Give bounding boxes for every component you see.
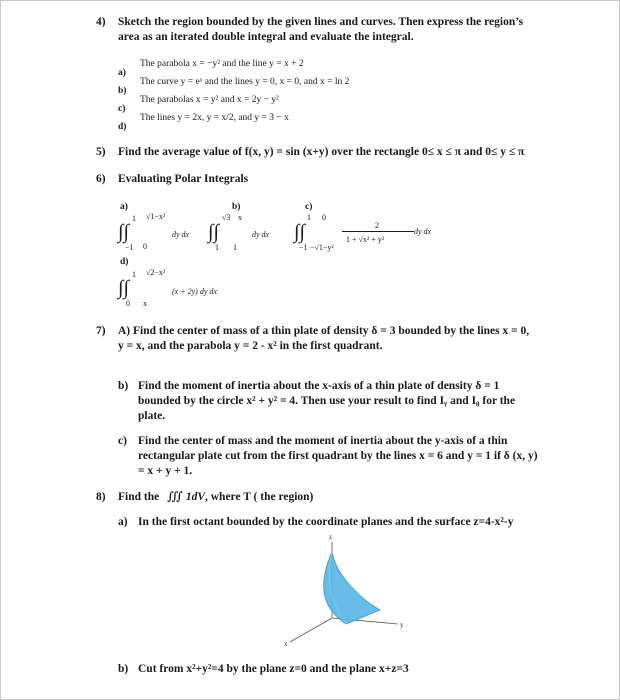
q4-text-line1: Sketch the region bounded by the given lines and curves. Then express the region’s: [118, 16, 524, 28]
q7c-line2: rectangular plate cut from the first quadrant by the lines x = 6 and y = 1 if δ (x, y): [138, 450, 538, 462]
q8-number: 8): [96, 491, 106, 503]
q5-text: Find the average value of f(x, y) = sin (x+y) over the rectangle 0≤ x ≤ π and 0≤ y ≤ π: [118, 146, 525, 158]
q6b-label: b): [232, 202, 241, 212]
q7-number: 7): [96, 325, 106, 337]
q6a-lower-inner: 0: [143, 242, 147, 251]
q8b-text: Cut from x²+y²=4 by the plane z=0 and the plane x+z=3: [138, 663, 409, 675]
q8a-label: a): [118, 516, 128, 528]
q6-text: Evaluating Polar Integrals: [118, 173, 249, 185]
q6d-lower-inner: x: [143, 299, 147, 308]
q6d-upper-outer: 1: [132, 270, 136, 279]
q6c-integral-signs: ∫∫: [294, 221, 305, 243]
q6d-integrand: (x + 2y) dy dx: [172, 287, 217, 296]
q6a-upper-outer: 1: [132, 214, 136, 223]
q4c-text: The parabolas x = y² and x = 2y − y²: [140, 95, 279, 105]
q4b-text: The curve y = eˣ and the lines y = 0, x = 0, and x = ln 2: [140, 77, 350, 87]
q4-number: 4): [96, 16, 106, 28]
y-axis-label: y: [400, 621, 404, 629]
q6b-integral-signs: ∫∫: [208, 221, 219, 243]
q8-triple-integral: ∭ 1dV: [167, 491, 206, 503]
q6a-differentials: dy dx: [172, 230, 190, 239]
q6c-denominator: 1 + √x² + y²: [346, 235, 385, 244]
q4a-text: The parabola x = −y² and the line y = x + 2: [140, 59, 304, 69]
q4c-label: c): [118, 104, 126, 114]
q6c-upper-outer: 1: [307, 213, 311, 222]
q7c-line1: Find the center of mass and the moment of inertia about the y-axis of a thin: [138, 435, 508, 447]
q6c-differentials: dy dx: [414, 227, 432, 236]
q6b-differentials: dy dx: [252, 230, 270, 239]
q4a-label: a): [118, 68, 126, 78]
q6b-upper-outer: √3: [222, 213, 231, 222]
q6a-label: a): [120, 202, 128, 212]
q7b-line3: plate.: [138, 410, 166, 422]
q8a-region-figure: [270, 530, 420, 650]
q6a-upper-inner: √1−x²: [146, 212, 166, 221]
q6c-lower-inner: −√1−y²: [310, 243, 334, 252]
q8-text-pre: Find the: [118, 491, 160, 503]
q7c-label: c): [118, 435, 127, 447]
x-axis-label: x: [284, 640, 288, 648]
q6a-integral-signs: ∫∫: [118, 221, 129, 243]
q6c-lower-outer: −1: [299, 243, 308, 252]
q6a-lower-outer: −1: [125, 243, 134, 252]
q7b-line1: Find the moment of inertia about the x-axis of a thin plate of density δ = 1: [138, 380, 500, 392]
q6d-upper-inner: √2−x²: [146, 268, 166, 277]
q4d-text: The lines y = 2x, y = x/2, and y = 3 − x: [140, 113, 289, 123]
q4d-label: d): [118, 122, 127, 132]
q5-number: 5): [96, 146, 106, 158]
q7b-label: b): [118, 380, 129, 392]
q6b-upper-inner: x: [238, 213, 242, 222]
q8a-text: In the first octant bounded by the coordinate planes and the surface z=4-x²-y: [138, 516, 514, 528]
q6d-label: d): [120, 257, 129, 267]
q6c-fraction-bar: [342, 231, 414, 232]
x-axis: [290, 618, 332, 642]
q6b-lower-inner: 1: [233, 243, 237, 252]
q6d-integral-signs: ∫∫: [118, 277, 129, 299]
q6-number: 6): [96, 173, 106, 185]
q6d-lower-outer: 0: [126, 299, 130, 308]
q7a-line2: y = x, and the parabola y = 2 - x² in the first quadrant.: [118, 340, 383, 352]
q8-text-post: , where T ( the region): [205, 491, 314, 503]
q6b-lower-outer: 1: [215, 243, 219, 252]
q6c-numerator: 2: [375, 221, 379, 230]
z-axis-label: z: [329, 533, 333, 541]
q6c-label: c): [305, 202, 313, 212]
q6c-upper-inner: 0: [322, 213, 326, 222]
q7a-line1: A) Find the center of mass of a thin plate of density δ = 3 bounded by the lines x = 0,: [118, 325, 530, 337]
q8b-label: b): [118, 663, 129, 675]
q4b-label: b): [118, 86, 127, 96]
q7b-line2: bounded by the circle x² + y² = 4. Then use your result to find Iᵧ and I₀ for the: [138, 395, 516, 407]
q4-text-line2: area as an iterated double integral and evaluate the integral.: [118, 31, 414, 43]
q7c-line3: = x + y + 1.: [138, 465, 193, 477]
